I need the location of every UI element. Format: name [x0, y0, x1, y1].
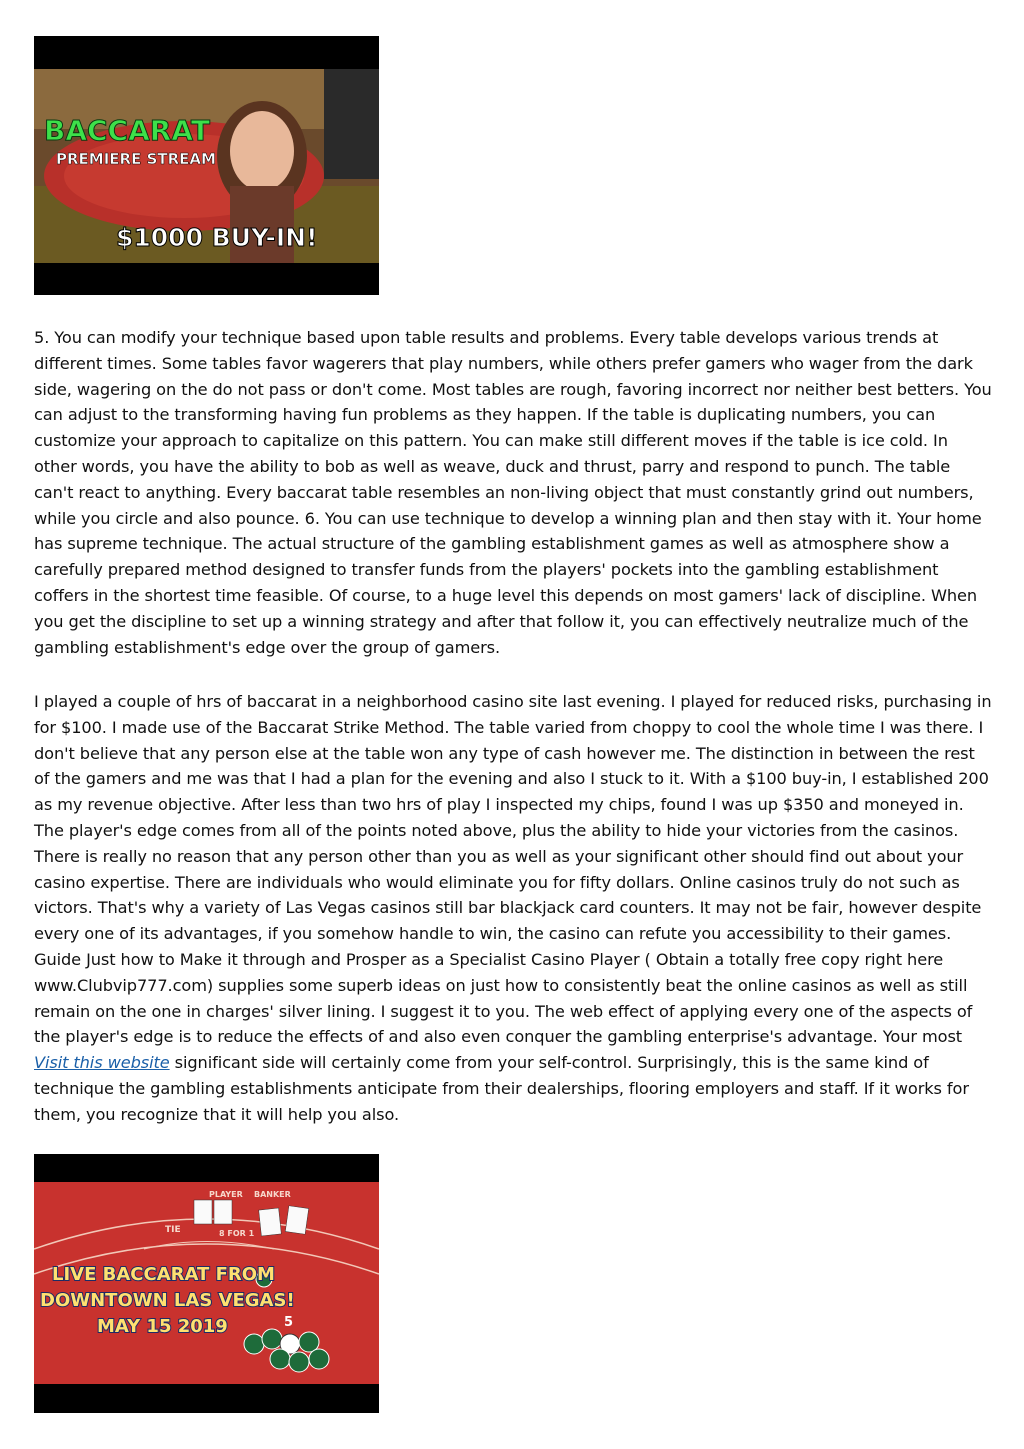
article-paragraph-1 [34, 325, 994, 660]
chip [244, 1334, 264, 1354]
chip [309, 1349, 329, 1369]
table-label-banker: BANKER [254, 1190, 291, 1199]
table-label-player: PLAYER [209, 1190, 243, 1199]
paragraph-text-before-link: I played a couple of hrs of baccarat in a neighborhood casino site last evening. I played for reduced risks, purchasing in for $100. I made use of the Baccarat Strike Method. The table varied from choppy to cool the whole time I was there. I don't believe that any person else at the table won any type of cash however me. The distinction in between the rest of the gamers and me was that I had a plan for the evening and also I stuck to it. With a $100 buy-in, I established 200 as my revenue objective. After less than two hrs of play I inspected my chips, found I was up $350 and moneyed in. The player's edge comes from all of the points noted above, plus the ability to hide your victories from the casinos. There is really no reason that any person other than you as well as your significant other should find out about your casino expertise. There are individuals who would eliminate you for fifty dollars. Online casinos truly do not such as victors. That's why a variety of Las Vegas casinos still bar blackjack card counters. It may not be fair, however despite every one of its advantages, if you somehow handle to win, the casino can refute you accessibility to their games. Guide Just how to Make it through and Prosper as a Specialist Casino Player ( Obtain a totally free copy right here www.Clubvip777.com) supplies some superb ideas on just how to consistently beat the online casinos as well as still remain on the one in charges' silver lining. I suggest it to you. The web effect of applying every one of the aspects of the player's edge is to reduce the effects of and also even conquer the gambling enterprise's advantage. Your most [34, 692, 992, 1047]
chip [289, 1352, 309, 1372]
overlay-line-2: DOWNTOWN LAS VEGAS! [40, 1290, 295, 1311]
thumbnail-artwork [34, 1154, 379, 1413]
playing-card [214, 1200, 232, 1224]
chip [262, 1329, 282, 1349]
chip [270, 1349, 290, 1369]
thumbnail-artwork [34, 36, 379, 295]
baccarat-stream-thumbnail[interactable] [34, 36, 379, 295]
overlay-line-1: LIVE BACCARAT FROM [52, 1264, 275, 1285]
live-baccarat-thumbnail[interactable] [34, 1154, 379, 1413]
article-paragraph-2 [34, 689, 994, 1128]
visit-website-link[interactable]: Visit this website [34, 1053, 170, 1073]
paragraph-text-after-link: significant side will certainly come from your self-control. Surprisingly, this is the same kind of technique the gambling establishments anticipate from their dealerships, flooring employers and staff. If it works for them, you recognize that it will help you also. [34, 1053, 969, 1124]
premiere-stream-label: PREMIERE STREAM [56, 150, 216, 168]
playing-card [194, 1200, 212, 1224]
table-label-payout: 8 FOR 1 [219, 1229, 255, 1238]
playing-card [285, 1206, 308, 1235]
playing-card [259, 1208, 282, 1236]
table-label-tie: TIE [165, 1225, 181, 1235]
baccarat-title: BACCARAT [44, 114, 210, 147]
paragraph-text: 5. You can modify your technique based upon table results and problems. Every table develops various trends at different times. Some tables favor wagerers that play numbers, while others prefer gamers who wager from the dark side, wagering on the do not pass or don't come. Most tables are rough, favoring incorrect nor neither best betters. You can adjust to the transforming having fun problems as they happen. If the table is duplicating numbers, you can customize your approach to capitalize on this pattern. You can make still different moves if the table is ice cold. In other words, you have the ability to bob as well as weave, duck and thrust, parry and respond to punch. The table can't react to anything. Every baccarat table resembles an non-living object that must constantly grind out numbers, while you circle and also pounce. 6. You can use technique to develop a winning plan and then stay with it. Your home has supreme technique. The actual structure of the gambling establishment games as well as atmosphere show a carefully prepared method designed to transfer funds from the players' pockets into the gambling establishment coffers in the shortest time feasible. Of course, to a huge level this depends on most gamers' lack of discipline. When you get the discipline to set up a winning strategy and after that follow it, you can effectively neutralize much of the gambling establishment's edge over the group of gamers. [34, 328, 992, 657]
overlay-line-3: MAY 15 2019 [97, 1316, 228, 1337]
buyin-label: $1000 BUY-IN! [116, 223, 318, 252]
host-face [230, 111, 294, 191]
table-number: 5 [284, 1315, 294, 1330]
paragraph-text [34, 689, 994, 1128]
